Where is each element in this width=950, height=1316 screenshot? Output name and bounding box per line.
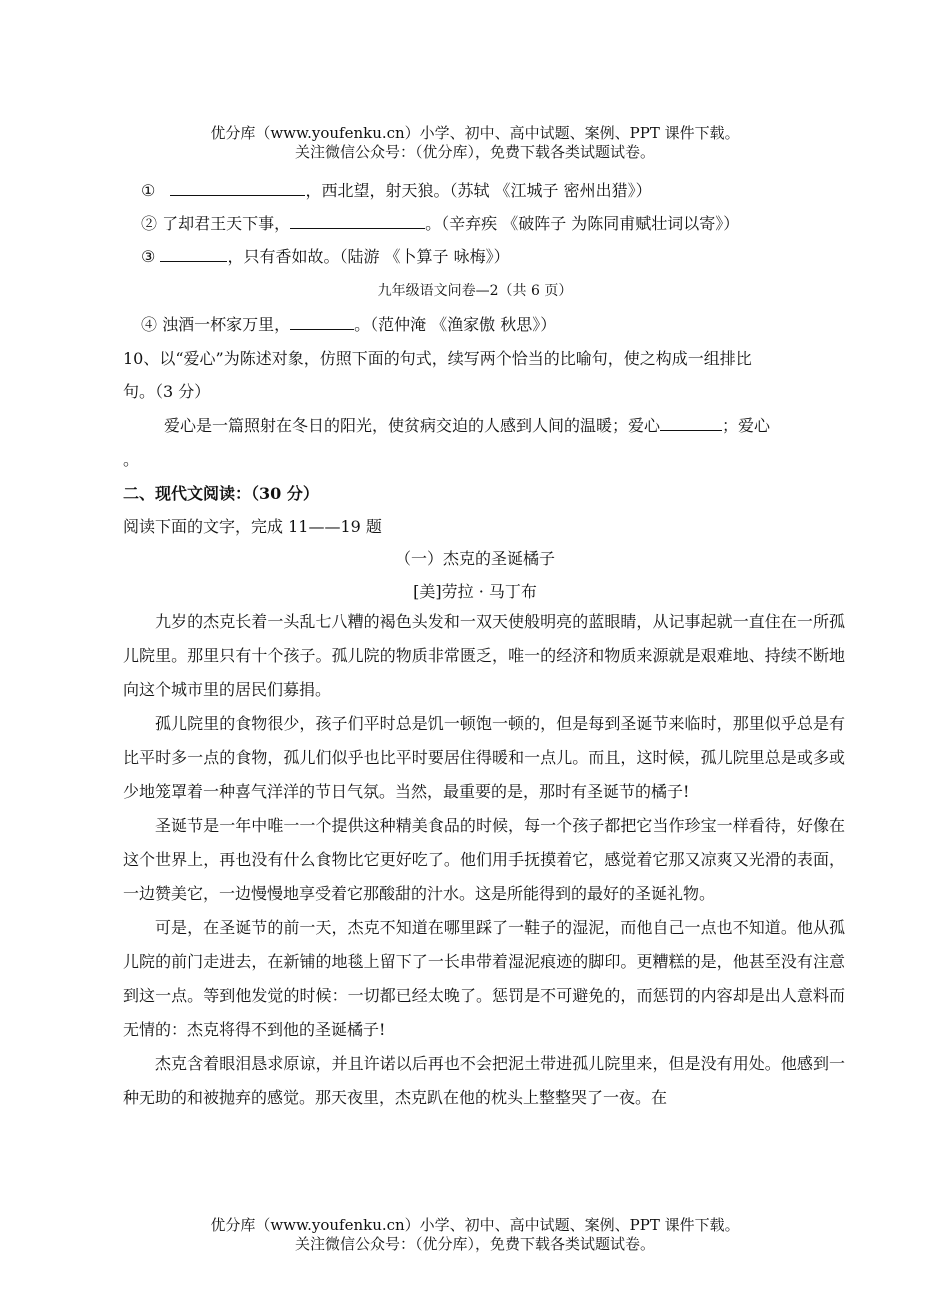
article-paragraph: 杰克含着眼泪恳求原谅，并且许诺以后再也不会把泥土带进孤儿院里来，但是没有用处。他感到一种无助的和被抛弃的感觉。那天夜里，杰克趴在他的枕头上整整哭了一夜。在 [123, 1054, 845, 1107]
q9-item-1 [141, 178, 652, 201]
article-paragraph: 可是，在圣诞节的前一天，杰克不知道在哪里踩了一鞋子的湿泥，而他自己一点也不知道。他从孤儿院的前门走进去，在新铺的地毯上留下了一长串带着湿泥痕迹的脚印。更糟糕的是，他甚至没有注意到这一点。等到他发觉的时候：一切都已经太晚了。惩罚是不可避免的，而惩罚的内容却是出人意料而无情的：杰克将得不到他的圣诞橘子! [123, 918, 845, 1039]
q9-item-2-blank[interactable] [290, 214, 425, 229]
header-line-2: 关注微信公众号：（优分库），免费下载各类试题试卷。 [294, 143, 655, 161]
article-title: （一）杰克的圣诞橘子 [394, 549, 555, 568]
q9-item-4-post: 。（范仲淹 《渔家傲 秋思》） [354, 315, 557, 334]
footer-line-2: 关注微信公众号：（优分库），免费下载各类试题试卷。 [294, 1235, 655, 1253]
q9-item-3-number: ③ [141, 247, 156, 266]
q9-item-2 [141, 211, 739, 234]
q9-item-4 [141, 312, 556, 335]
q10-prompt-line-1: 10、以“爱心”为陈述对象，仿照下面的句式，续写两个恰当的比喻句，使之构成一组排比 [123, 349, 752, 368]
article-paragraph: 圣诞节是一年中唯一一个提供这种精美食品的时候，每一个孩子都把它当作珍宝一样看待，好像在这个世界上，再也没有什么食物比它更好吃了。他们用手抚摸着它，感觉着它那又凉爽又光滑的表面，一边赞美它，一边慢慢地享受着它那酸甜的汁水。这是所能得到的最好的圣诞礼物。 [123, 816, 845, 903]
q9-item-3-blank[interactable] [160, 247, 227, 262]
q10-example-mid: ；爱心 [722, 416, 771, 435]
page-marker: 九年级语文问卷—2（共 6 页） [377, 283, 573, 299]
q10-example [164, 413, 770, 436]
q9-item-1-number: ① [141, 181, 156, 200]
q10-blank-1[interactable] [660, 416, 722, 431]
q10-example-pre: 爱心是一篇照射在冬日的阳光，使贫病交迫的人感到人间的温暖；爱心 [164, 416, 661, 435]
q9-item-1-blank[interactable] [170, 181, 305, 196]
section-2-instruction: 阅读下面的文字，完成 11——19 题 [123, 517, 382, 536]
article-author: [美]劳拉 · 马丁布 [413, 582, 537, 601]
q9-item-4-blank[interactable] [290, 315, 354, 330]
article-paragraph: 孤儿院里的食物很少，孩子们平时总是饥一顿饱一顿的，但是每到圣诞节来临时，那里似乎总是有比平时多一点的食物，孤儿们似乎也比平时要居住得暖和一点儿。而且，这时候，孤儿院里总是或多或少地笼罩着一种喜气洋洋的节日气氛。当然，最重要的是，那时有圣诞节的橘子! [123, 714, 845, 801]
q9-item-1-text: ，西北望，射天狼。（苏轼 《江城子 密州出猎》） [305, 181, 652, 200]
q9-item-3 [141, 244, 510, 267]
q9-item-4-pre: ④ 浊酒一杯家万里， [141, 315, 291, 334]
header-line-1: 优分库（www.youfenku.cn）小学、初中、高中试题、案例、PPT 课件下载。 [210, 124, 740, 142]
q9-item-3-text: ，只有香如故。（陆游 《卜算子 咏梅》） [227, 247, 510, 266]
page-footer [0, 1216, 950, 1254]
q9-item-2-number: ② [141, 214, 158, 233]
article-body [123, 605, 845, 1115]
footer-line-1: 优分库（www.youfenku.cn）小学、初中、高中试题、案例、PPT 课件下载。 [210, 1216, 740, 1234]
section-2-title: 二、现代文阅读：（30 分） [123, 484, 319, 503]
article-paragraph: 九岁的杰克长着一头乱七八糟的褐色头发和一双天使般明亮的蓝眼睛，从记事起就一直住在一所孤儿院里。那里只有十个孩子。孤儿院的物质非常匮乏，唯一的经济和物质来源就是艰难地、持续不断地向这个城市里的居民们募捐。 [123, 612, 845, 699]
page-header [0, 124, 950, 162]
q9-item-2-post: 。（辛弃疾 《破阵子 为陈同甫赋壮词以寄》） [425, 214, 740, 233]
q9-item-2-pre: 了却君王天下事， [162, 214, 291, 233]
q10-prompt-line-2: 句。（3 分） [123, 382, 211, 401]
q10-example-end: 。 [123, 450, 140, 469]
